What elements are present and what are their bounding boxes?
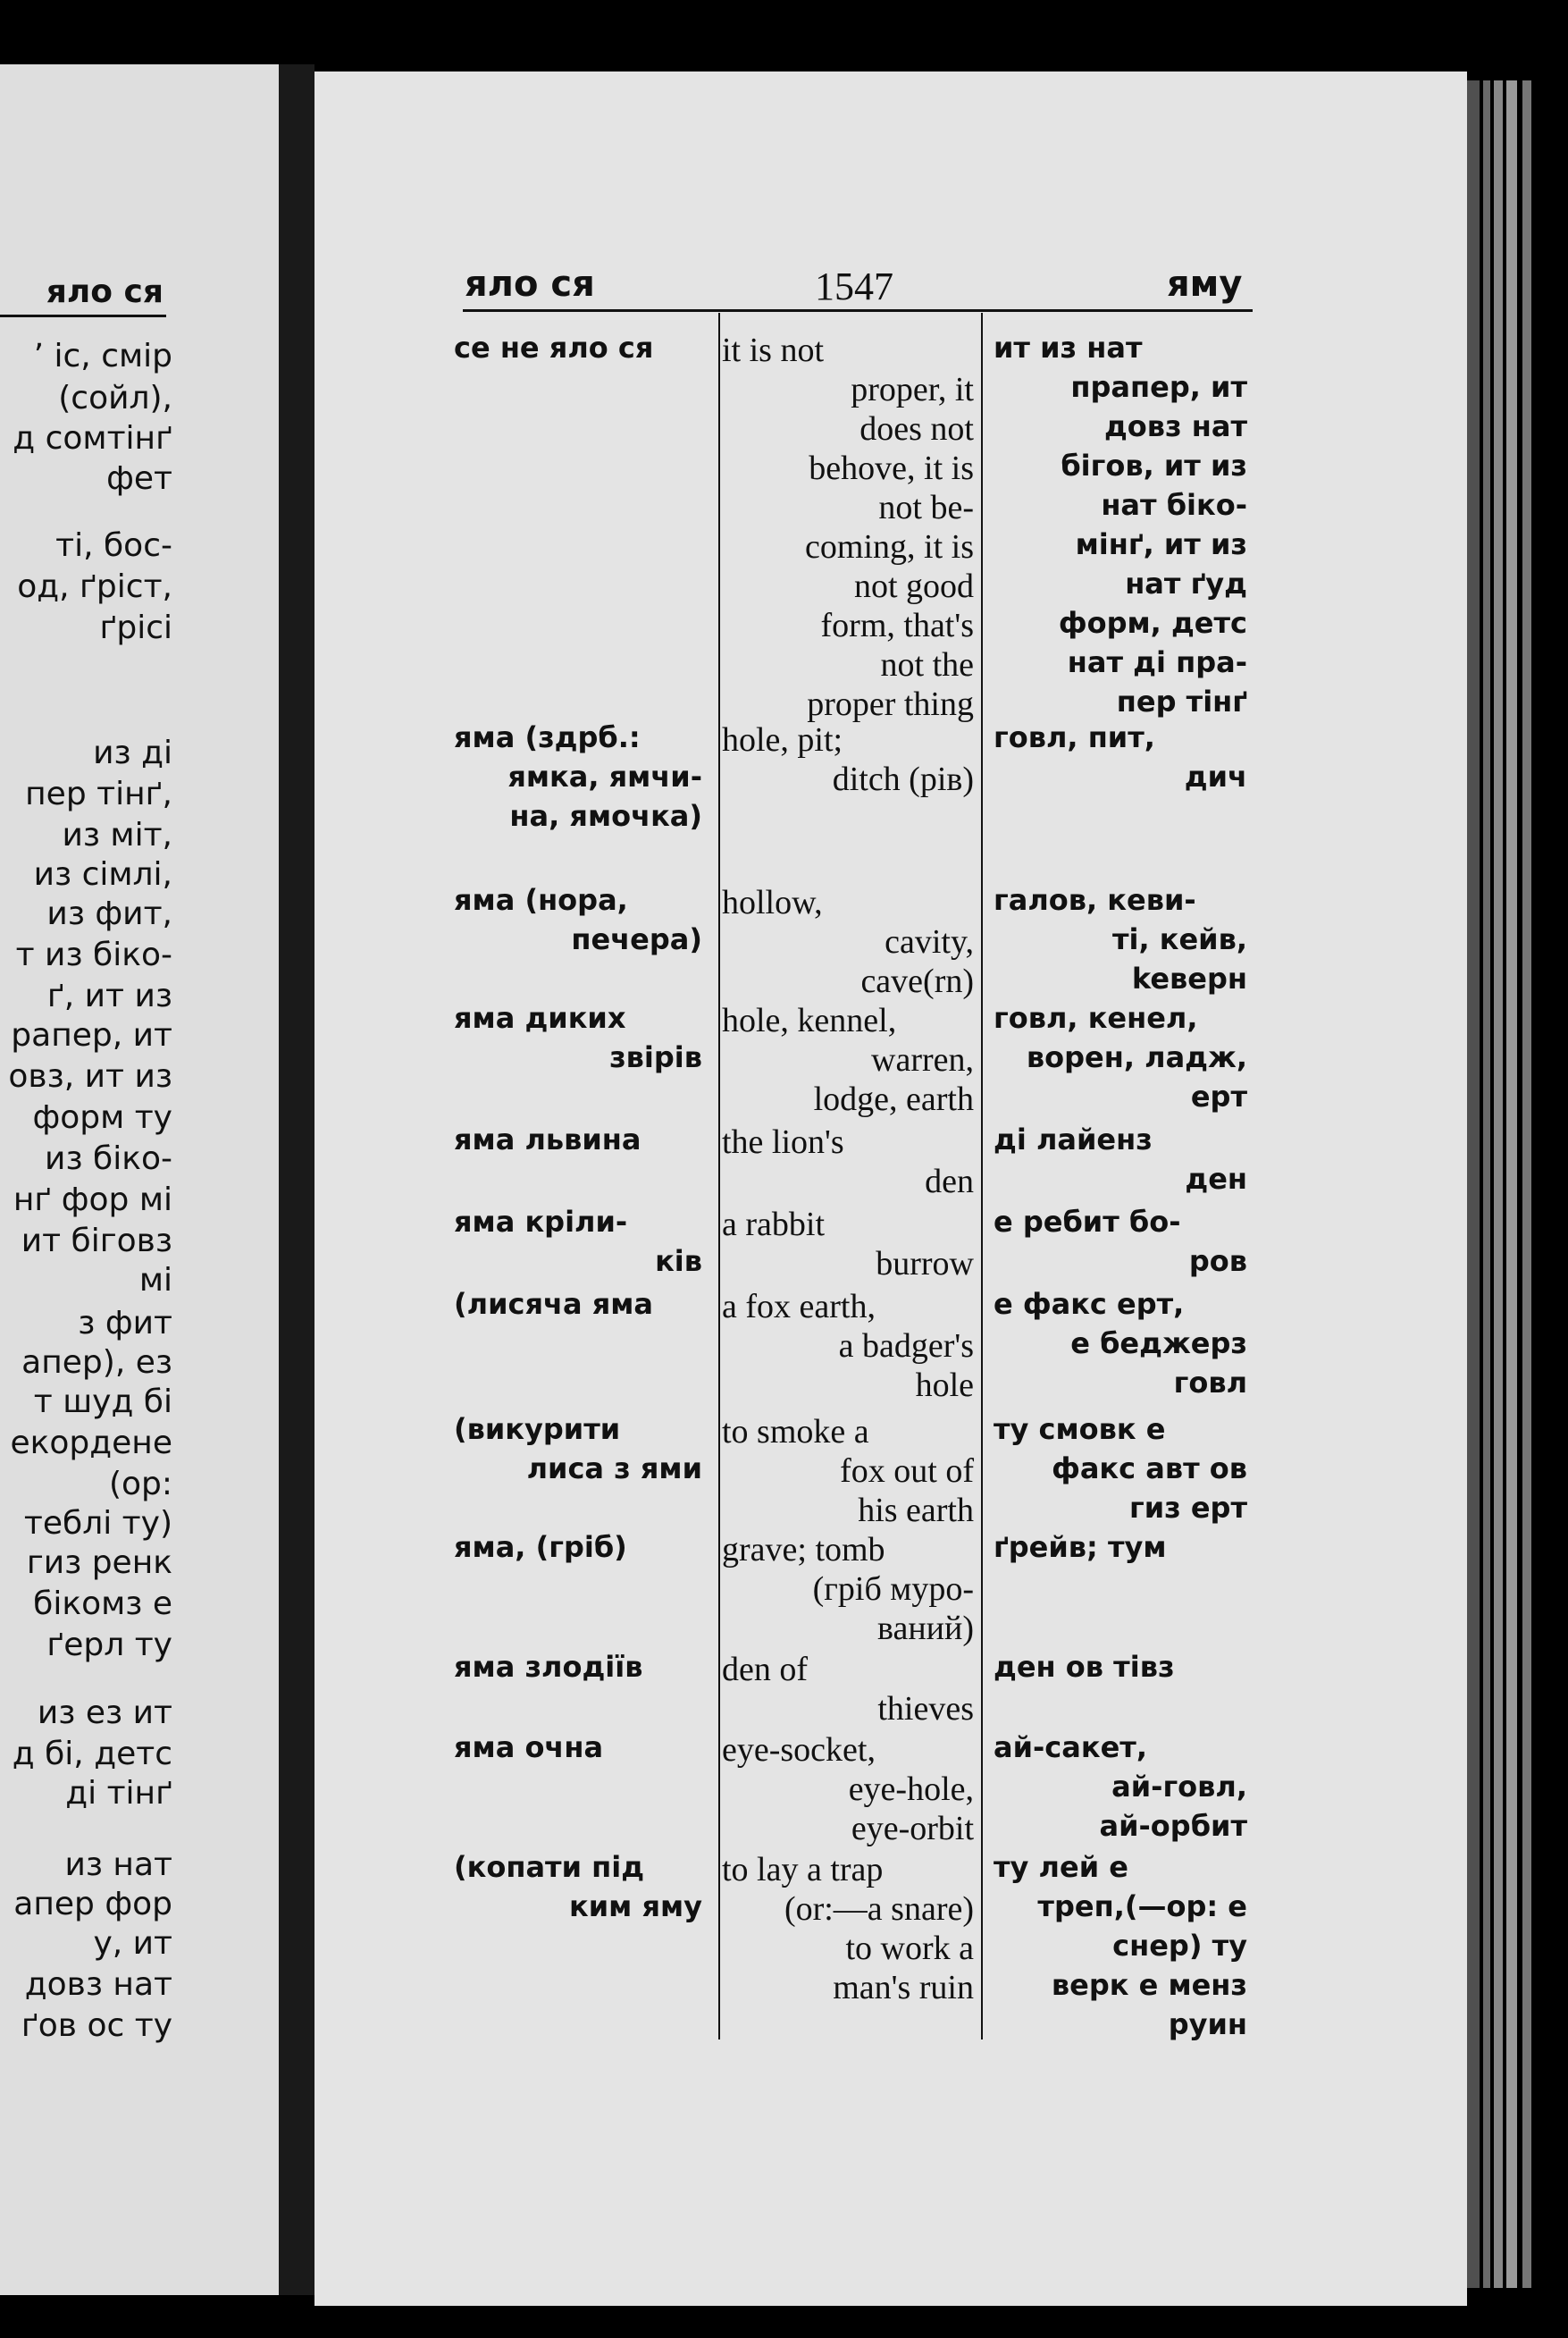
english-translation-line: to smoke a <box>722 1413 869 1451</box>
english-translation-line: it is not <box>722 332 825 369</box>
transliteration-line: прапер, ит <box>1070 370 1247 404</box>
header-right-word: яму <box>1167 264 1243 305</box>
left-page-line: ит біговз <box>21 1223 172 1259</box>
english-translation-line: burrow <box>876 1245 974 1283</box>
english-translation-line: cave(rn) <box>860 963 974 1000</box>
transliteration-line: форм, детс <box>1058 606 1247 640</box>
transliteration-line: говл, пит, <box>994 720 1155 754</box>
transliteration-line: гиз ерт <box>1128 1491 1247 1525</box>
english-translation-line: (or:—a snare) <box>784 1890 974 1928</box>
english-translation-line: man's ruin <box>833 1969 974 2006</box>
english-translation-line: behove, it is <box>809 450 974 487</box>
ukrainian-term-line: се не яло ся <box>454 331 654 365</box>
left-page-line: довз нат <box>24 1966 172 2003</box>
ukrainian-term-line: ямка, ямчи- <box>507 760 702 794</box>
left-page-line: мі <box>138 1262 172 1299</box>
transliteration-line: ті, кейв, <box>1111 922 1247 956</box>
ukrainian-term-line: печера) <box>571 922 702 956</box>
transliteration-line: нат ді пра- <box>1067 645 1247 679</box>
ukrainian-term-line: яма (нора, <box>454 883 628 917</box>
transliteration-line: довз нат <box>1103 409 1247 443</box>
transliteration-line: ров <box>1188 1244 1247 1278</box>
ukrainian-term-line: ким яму <box>569 1889 702 1923</box>
header-left-word: яло ся <box>465 264 595 305</box>
left-page-line: ді тінґ <box>65 1775 172 1812</box>
english-translation-line: hole <box>915 1367 974 1404</box>
column-divider <box>981 313 983 2039</box>
transliteration-line: снер) ту <box>1112 1929 1247 1963</box>
transliteration-line: пер тінґ <box>1116 685 1247 719</box>
english-translation-line: warren, <box>871 1041 974 1079</box>
left-page-line: ґрісі <box>99 610 172 646</box>
ukrainian-term-line: (копати під <box>454 1850 645 1884</box>
transliteration-line: галов, кеви- <box>994 883 1196 917</box>
english-translation-line: eye-socket, <box>722 1731 876 1769</box>
transliteration-line: е беджерз <box>1070 1326 1247 1360</box>
left-page-line: д бі, детс <box>12 1736 172 1772</box>
page-edge <box>1483 80 1490 2288</box>
english-translation-line: not good <box>853 568 974 605</box>
english-translation-line: den of <box>722 1651 809 1688</box>
left-page-line: бікомз е <box>33 1585 172 1622</box>
english-translation-line: lodge, earth <box>813 1081 974 1118</box>
transliteration-line: говл <box>1173 1366 1247 1400</box>
english-translation-line: proper thing <box>807 685 974 723</box>
transliteration-line: мінґ, ит из <box>1075 527 1247 561</box>
left-page-line: из ді <box>93 735 172 771</box>
ukrainian-term-line: (лисяча яма <box>454 1287 653 1321</box>
left-page-line: (сойл), <box>58 380 172 416</box>
transliteration-line: факс авт ов <box>1052 1451 1247 1485</box>
transliteration-line: ді лайенз <box>994 1123 1153 1156</box>
left-page-line: апер), ез <box>21 1344 172 1381</box>
english-translation-line: not the <box>880 646 974 684</box>
left-page-line: д сомтінґ <box>13 420 172 457</box>
english-translation-line: form, that's <box>820 607 974 644</box>
transliteration-line: бігов, ит из <box>1061 449 1247 483</box>
english-translation-line: hollow, <box>722 884 823 921</box>
english-translation-line: does not <box>859 410 974 448</box>
left-page-line: з фит <box>78 1305 172 1341</box>
transliteration-line: е ребит бо- <box>994 1205 1181 1239</box>
english-translation-line: to work a <box>845 1930 974 1967</box>
transliteration-line: верк е менз <box>1051 1968 1247 2002</box>
transliteration-line: ит из нат <box>994 331 1143 365</box>
transliteration-line: дич <box>1184 760 1247 794</box>
column-divider <box>718 313 720 2039</box>
english-translation-line: to lay a trap <box>722 1851 884 1888</box>
left-page-header: яло ся <box>46 273 164 310</box>
english-translation-line: coming, it is <box>805 528 974 566</box>
left-page-line: гиз ренк <box>26 1544 172 1581</box>
left-page-line: т из біко- <box>15 937 172 973</box>
page-edge <box>1506 80 1517 2288</box>
transliteration-line: ден ов тівз <box>994 1650 1175 1684</box>
english-translation-line: (гріб муро- <box>812 1570 974 1608</box>
left-page-line: ґерл ту <box>46 1627 172 1663</box>
english-translation-line: hole, kennel, <box>722 1002 897 1039</box>
transliteration-line: е факс ерт, <box>994 1287 1185 1321</box>
left-page-line: ʼ іс, смір <box>33 338 172 374</box>
left-page-line: из ез ит <box>37 1695 172 1731</box>
header-rule <box>463 309 1253 312</box>
transliteration-line: ерт <box>1190 1080 1247 1114</box>
left-page-line: из сімлі, <box>33 856 172 893</box>
english-translation-line: hole, pit; <box>722 721 843 759</box>
english-translation-line: ditch (рів) <box>832 761 974 798</box>
left-page-line: ґ, ит из <box>46 978 172 1014</box>
english-translation-line: eye-hole, <box>848 1770 974 1808</box>
english-translation-line: cavity, <box>885 923 974 961</box>
left-page-line: екордене <box>10 1425 172 1461</box>
transliteration-line: ґрейв; тум <box>994 1530 1167 1564</box>
page-edge <box>1494 80 1503 2288</box>
english-translation-line: grave; tomb <box>722 1531 885 1568</box>
page-edge <box>1522 80 1531 2288</box>
left-page-line: апер фор <box>13 1886 172 1922</box>
left-page-line: рапер, ит <box>11 1017 172 1054</box>
left-page-line: из біко- <box>45 1140 172 1177</box>
left-page-line: у, ит <box>93 1925 172 1962</box>
ukrainian-term-line: яма, (гріб) <box>454 1530 627 1564</box>
ukrainian-term-line: яма львина <box>454 1123 641 1156</box>
ukrainian-term-line: (викурити <box>454 1412 621 1446</box>
left-page-header-rule <box>0 315 166 317</box>
transliteration-line: нат ґуд <box>1125 567 1247 601</box>
english-translation-line: fox out of <box>840 1452 974 1490</box>
transliteration-line: ай-говл, <box>1111 1770 1247 1804</box>
transliteration-line: ту лей е <box>994 1850 1128 1884</box>
ukrainian-term-line: яма кріли- <box>454 1205 628 1239</box>
page-number: 1547 <box>815 265 893 308</box>
ukrainian-term-line: звірів <box>609 1040 702 1074</box>
left-page-line: нґ фор мі <box>13 1182 172 1218</box>
ukrainian-term-line: яма очна <box>454 1730 604 1764</box>
transliteration-line: треп,(—ор: е <box>1037 1889 1247 1923</box>
left-page-line: (ор: <box>108 1466 172 1502</box>
english-translation-line: den <box>925 1163 974 1200</box>
left-page-line: овз, ит из <box>8 1058 172 1095</box>
english-translation-line: a rabbit <box>722 1206 826 1243</box>
ukrainian-term-line: ків <box>655 1244 702 1278</box>
transliteration-line: ден <box>1185 1162 1247 1196</box>
left-page-line: ті, бос- <box>55 527 172 564</box>
left-page-line: из міт, <box>62 817 172 854</box>
english-translation-line: the lion's <box>722 1123 844 1161</box>
ukrainian-term-line: на, ямочка) <box>509 799 702 833</box>
english-translation-line: not be- <box>878 489 974 526</box>
ukrainian-term-line: яма диких <box>454 1001 626 1035</box>
ukrainian-term-line: лиса з ями <box>526 1451 702 1485</box>
left-page-line: фет <box>106 460 172 497</box>
ukrainian-term-line: яма (здрб.: <box>454 720 641 754</box>
ukrainian-term-line: яма злодіїв <box>454 1650 643 1684</box>
transliteration-line: ворен, ладж, <box>1026 1040 1247 1074</box>
transliteration-line: говл, кенел, <box>994 1001 1198 1035</box>
book-spine <box>279 64 314 2295</box>
left-page-line: из нат <box>64 1846 172 1883</box>
transliteration-line: keверн <box>1131 962 1247 996</box>
english-translation-line: his earth <box>858 1492 974 1529</box>
left-page-line: ґов ос ту <box>21 2007 172 2044</box>
left-page-line: теблі ту) <box>23 1505 172 1542</box>
left-page-line: т шуд бі <box>33 1383 172 1420</box>
english-translation-line: ваний) <box>877 1610 974 1647</box>
left-page-line: од, ґріст, <box>17 568 172 605</box>
left-page-line: из фит, <box>46 896 172 932</box>
english-translation-line: proper, it <box>851 371 974 408</box>
transliteration-line: ту смовк е <box>994 1412 1166 1446</box>
transliteration-line: ай-орбит <box>1099 1809 1247 1843</box>
english-translation-line: a badger's <box>838 1327 974 1365</box>
left-page-line: пер тінґ, <box>25 776 172 812</box>
english-translation-line: eye-orbit <box>851 1810 974 1847</box>
left-page-line: форм ту <box>32 1099 172 1136</box>
transliteration-line: ай-сакет, <box>994 1730 1147 1764</box>
page-edge <box>1467 80 1480 2288</box>
transliteration-line: нат біко- <box>1101 488 1247 522</box>
english-translation-line: thieves <box>877 1690 974 1728</box>
transliteration-line: руин <box>1168 2007 1247 2041</box>
english-translation-line: a fox earth, <box>722 1288 876 1325</box>
